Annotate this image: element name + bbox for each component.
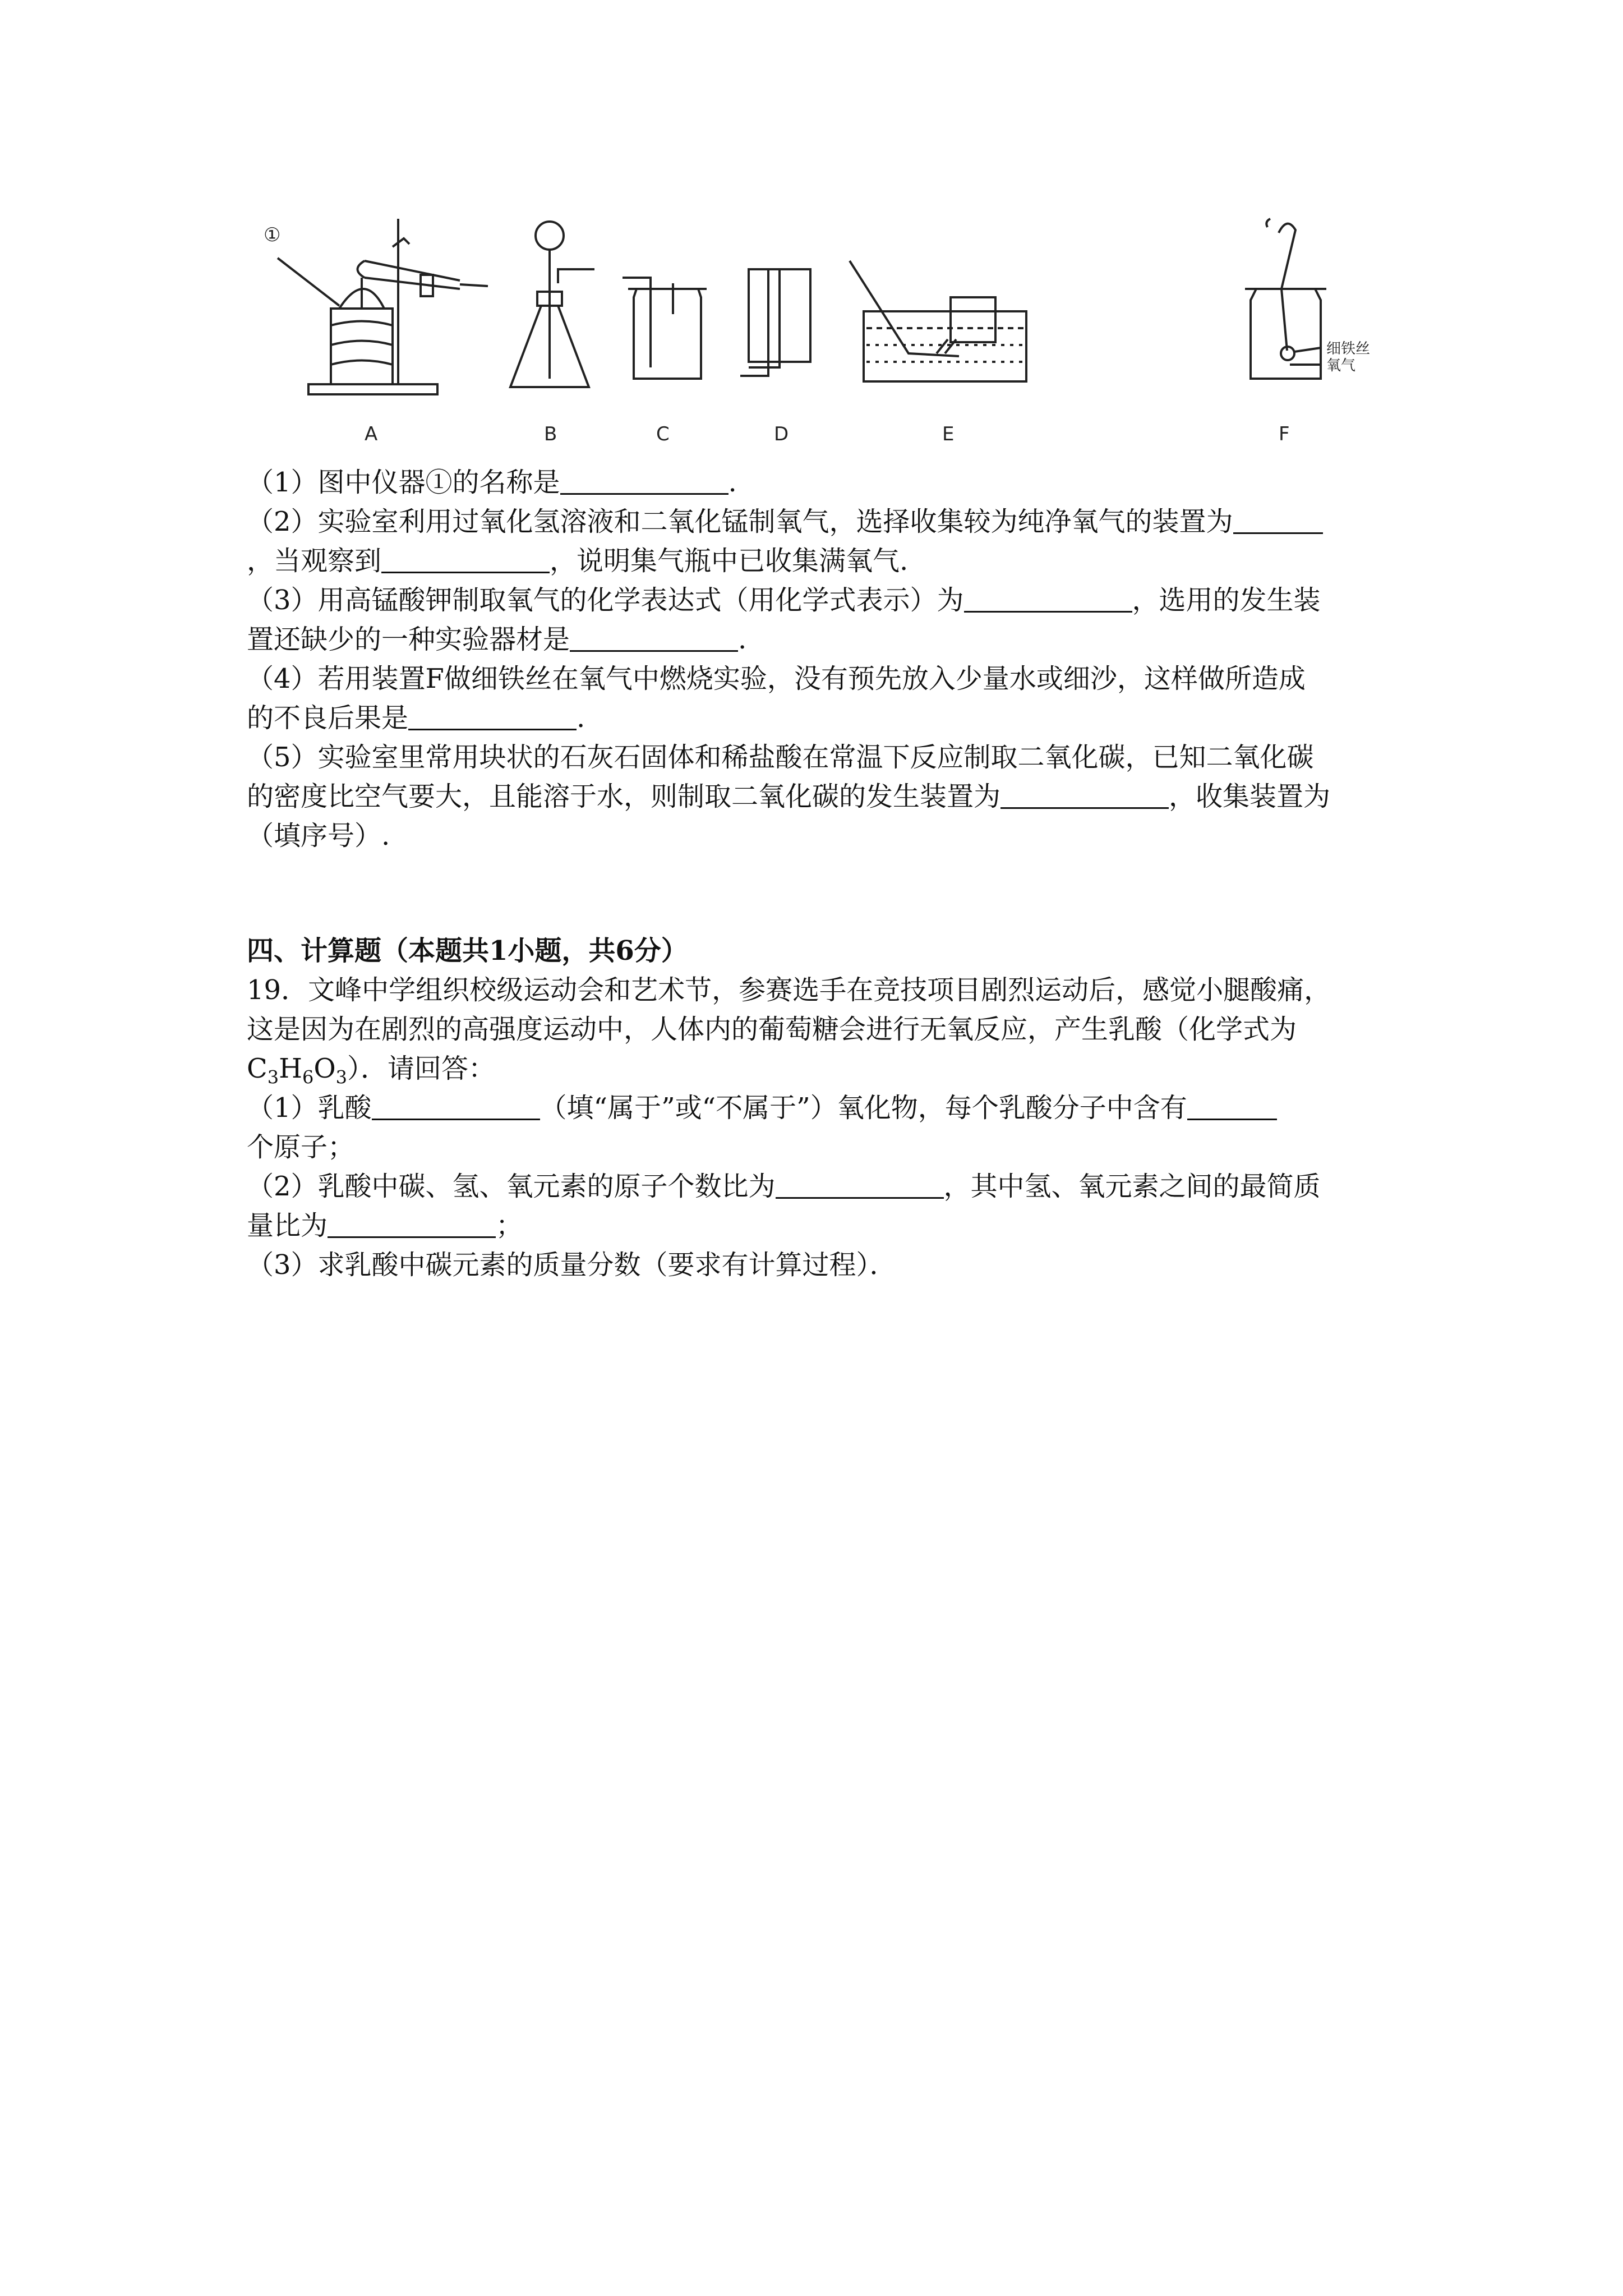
apparatus-e (850, 261, 1026, 381)
q18-part1: （1）图中仪器①的名称是 . (247, 467, 737, 498)
apparatus-figure (247, 216, 1413, 452)
answer-blank[interactable] (408, 706, 577, 730)
answer-blank[interactable] (570, 628, 738, 652)
answer-blank[interactable] (560, 471, 728, 495)
label-a: A (365, 423, 378, 445)
q19-part3: （3）求乳酸中碳元素的质量分数（要求有计算过程）． (247, 1249, 897, 1281)
q19-stem-line1: 19．文峰中学组织校级运动会和艺术节，参赛选手在竞技项目剧烈运动后，感觉小腿酸痛， (247, 974, 1331, 1006)
q19-part2-line2: 量比为 ； (247, 1210, 523, 1241)
q19-stem-line3: $C_3H_6O_3$）．请回答： (247, 1053, 496, 1088)
q18-part4-line2: 的不良后果是 . (247, 702, 585, 734)
q18-part3-line2: 置还缺少的一种实验器材是 . (247, 624, 747, 655)
lactic-acid-formula: $C_3H_6O_3$ (247, 1053, 348, 1088)
label-b: B (544, 423, 557, 445)
label-f: F (1279, 423, 1290, 445)
q18-part5-line1: （5）实验室里常用块状的石灰石固体和稀盐酸在常温下反应制取二氧化碳，已知二氧化碳 (247, 742, 1314, 773)
answer-blank[interactable] (964, 588, 1132, 613)
q18-part4-line1: （4）若用装置F做细铁丝在氧气中燃烧实验，没有预先放入少量水或细沙，这样做所造成 (247, 663, 1306, 694)
apparatus-a (278, 219, 488, 394)
q18-part5-line2: 的密度比空气要大，且能溶于水，则制取二氧化碳的发生装置为 ，收集装置为 (247, 781, 1331, 812)
q18-part2-line1: （2）实验室利用过氧化氢溶液和二氧化锰制氧气，选择收集较为纯净氧气的装置为 (247, 505, 1323, 539)
q19-stem-line2: 这是因为在剧烈的高强度运动中，人体内的葡萄糖会进行无氧反应，产生乳酸（化学式为 (247, 1014, 1297, 1045)
label-iron-wire: 细铁丝 (1326, 341, 1371, 357)
q19-part1-line2: 个原子； (247, 1131, 355, 1163)
answer-blank[interactable] (381, 549, 550, 573)
answer-blank[interactable] (1000, 785, 1169, 809)
q18-part3-line1: （3）用高锰酸钾制取氧气的化学表达式（用化学式表示）为 ，选用的发生装 (247, 585, 1321, 616)
label-d: D (774, 423, 789, 445)
section-heading: 四、计算题（本题共1小题，共6分） (247, 935, 688, 967)
apparatus-b (510, 222, 594, 387)
answer-blank[interactable] (328, 1214, 496, 1238)
q18-part2-line2: ，当观察到 ，说明集气瓶中已收集满氧气. (247, 545, 909, 577)
label-oxygen: 氧气 (1326, 357, 1356, 374)
label-c: C (656, 423, 670, 445)
label-e: E (942, 423, 955, 445)
q18-part5-line3: （填序号）. (247, 820, 390, 852)
answer-blank[interactable] (372, 1096, 540, 1120)
answer-blank[interactable] (1187, 1096, 1277, 1120)
answer-blank[interactable] (776, 1175, 944, 1199)
answer-blank[interactable] (1233, 510, 1323, 534)
marker-1: ① (264, 224, 281, 246)
q19-part1-line1: （1）乳酸 （填“属于”或“不属于”）氧化物，每个乳酸分子中含有 (247, 1091, 1277, 1125)
apparatus-f (1245, 219, 1326, 379)
apparatus-c (623, 278, 707, 379)
q19-part2-line1: （2）乳酸中碳、氢、氧元素的原子个数比为 ，其中氢、氧元素之间的最简质 (247, 1171, 1321, 1202)
apparatus-d (740, 269, 810, 376)
